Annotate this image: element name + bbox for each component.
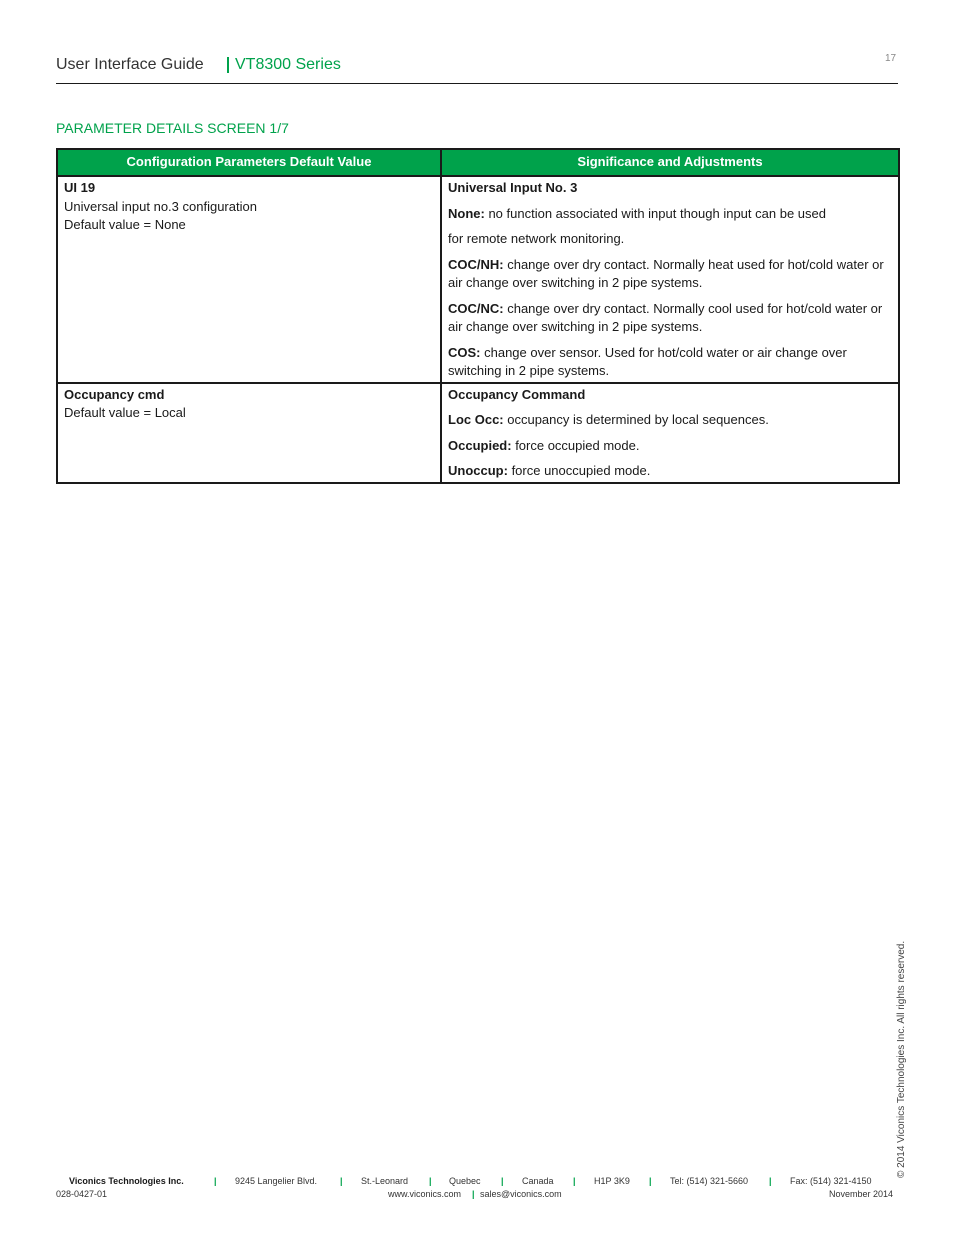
footer-date: November 2014 <box>829 1189 894 1199</box>
footer-postal: H1P 3K9 <box>594 1176 630 1186</box>
footer-city: St.-Leonard <box>361 1176 409 1186</box>
footer-separator: | <box>501 1176 504 1186</box>
item-text: change over sensor. Used for hot/cold water or air change over switching in 2 pipe systems. <box>448 344 847 378</box>
column-header-config: Configuration Parameters Default Value <box>57 149 441 176</box>
series-title: VT8300 Series <box>235 56 341 73</box>
footer-separator: | <box>769 1176 772 1186</box>
item-text: change over dry contact. Normally heat used for hot/cold water or air change over switching in 2 pipe systems. <box>448 256 884 290</box>
footer-doc-number: 028-0427-01 <box>56 1189 108 1199</box>
table-row <box>57 176 899 383</box>
parameter-table <box>56 148 900 484</box>
footer-email[interactable]: sales@viconics.com <box>480 1189 562 1199</box>
significance-cell <box>441 176 899 383</box>
page-header <box>56 55 898 84</box>
column-header-significance: Significance and Adjustments <box>441 149 899 176</box>
significance-item <box>448 230 892 249</box>
significance-item <box>448 437 892 456</box>
significance-title: Universal Input No. 3 <box>448 180 578 195</box>
footer-separator: | <box>214 1176 217 1186</box>
item-label: Unoccup: <box>448 463 508 478</box>
footer-website[interactable]: www.viconics.com <box>388 1189 462 1199</box>
table-row <box>57 383 899 483</box>
significance-item <box>448 344 892 381</box>
footer-separator: | <box>573 1176 576 1186</box>
item-label: COC/NH: <box>448 256 504 272</box>
guide-title: User Interface Guide <box>56 56 204 73</box>
copyright-notice: © 2014 Viconics Technologies Inc. All rights reserved. <box>896 940 907 1178</box>
param-title: Occupancy cmd <box>64 386 165 402</box>
footer-province: Quebec <box>449 1176 481 1186</box>
page-number: 17 <box>885 53 897 64</box>
header-separator <box>227 57 229 73</box>
significance-cell <box>441 383 899 483</box>
param-line: Default value = Local <box>64 405 186 420</box>
param-title: UI 19 <box>64 180 96 195</box>
footer-separator: | <box>649 1176 652 1186</box>
footer-company: Viconics Technologies Inc. <box>69 1176 184 1186</box>
item-text: force unoccupied mode. <box>507 463 651 478</box>
param-line: Default value = None <box>64 217 186 232</box>
table-header-row <box>57 149 899 176</box>
significance-item <box>448 462 892 481</box>
item-label: COC/NC: <box>448 300 504 316</box>
footer-country: Canada <box>522 1176 554 1186</box>
item-text: force occupied mode. <box>511 437 640 453</box>
footer-separator: | <box>429 1176 432 1186</box>
item-text: no function associated with input though input can be used <box>484 205 826 221</box>
significance-item <box>448 300 892 337</box>
significance-item <box>448 205 892 224</box>
footer-separator: | <box>472 1189 475 1199</box>
item-text: change over dry contact. Normally cool used for hot/cold water or air change over switching in 2 pipe systems. <box>448 300 883 334</box>
item-text: for remote network monitoring. <box>448 231 625 246</box>
item-label: None: <box>448 205 485 221</box>
footer-fax: Fax: (514) 321-4150 <box>790 1176 872 1186</box>
item-label: COS: <box>448 344 481 360</box>
significance-title: Occupancy Command <box>448 386 586 402</box>
param-line: Universal input no.3 configuration <box>64 198 257 214</box>
footer-separator: | <box>340 1176 343 1186</box>
significance-item <box>448 411 892 430</box>
significance-item <box>448 256 892 293</box>
section-title: PARAMETER DETAILS SCREEN 1/7 <box>56 120 289 136</box>
item-label: Loc Occ: <box>448 412 504 427</box>
footer-address: 9245 Langelier Blvd. <box>235 1176 318 1186</box>
footer-tel: Tel: (514) 321-5660 <box>670 1176 749 1186</box>
param-cell <box>57 176 441 383</box>
param-cell <box>57 383 441 483</box>
item-text: occupancy is determined by local sequences. <box>503 412 769 427</box>
item-label: Occupied: <box>448 437 512 453</box>
